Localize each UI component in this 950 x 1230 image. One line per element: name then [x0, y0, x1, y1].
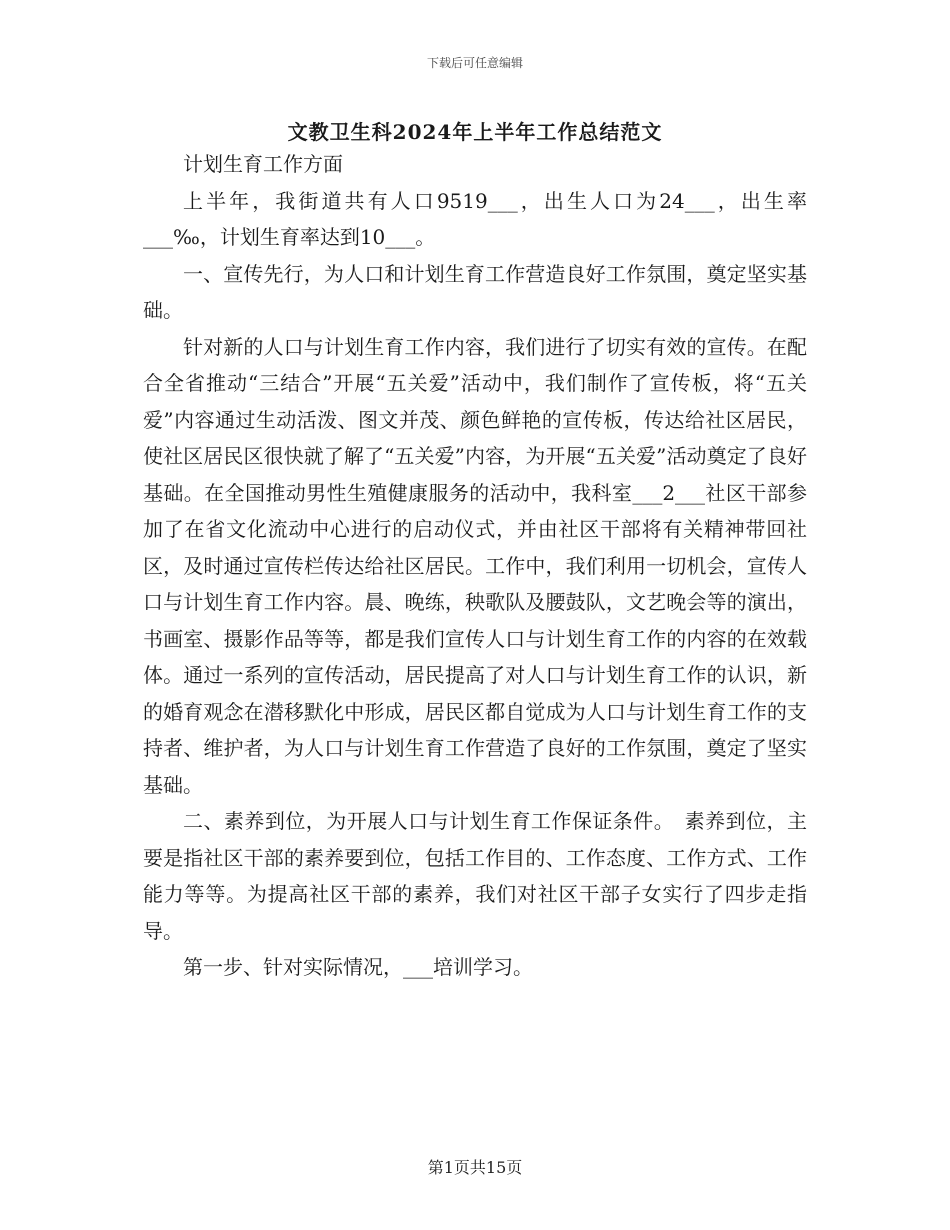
header-note: 下载后可任意编辑: [426, 56, 523, 70]
document-title: 文教卫生科2024年上半年工作总结范文: [287, 120, 663, 144]
document-body: [143, 146, 807, 986]
paragraph: 上半年，我街道共有人口9519___，出生人口为24___，出生率___‰，计划生育率达到10___。: [143, 188, 807, 249]
paragraph: 针对新的人口与计划生育工作内容，我们进行了切实有效的宣传。在配合全省推动“三结合”开展“五关爱”活动中，我们制作了宣传板，将“五关爱”内容通过生动活泼、图文并茂、颜色鲜艳的宣传板，传达给社区居民，使社区居民区很快就了解了“五关爱”内容，为开展“五关爱”活动奠定了良好基础。在全国推动男性生殖健康服务的活动中，我科室___2___社区干部参加了在省文化流动中心进行的启动仪式，并由社区干部将有关精神带回社区，及时通过宣传栏传达给社区居民。工作中，我们利用一切机会，宣传人口与计划生育工作内容。晨、晚练，秧歌队及腰鼓队，文艺晚会等的演出，书画室、摄影作品等等，都是我们宣传人口与计划生育工作的内容的在效载体。通过一系列的宣传活动，居民提高了对人口与计划生育工作的认识，新的婚育观念在潜移默化中形成，居民区都自觉成为人口与计划生育工作的支持者、维护者，为人口与计划生育工作营造了良好的工作氛围，奠定了坚实基础。: [143, 334, 807, 797]
page-number: 第1页共15页: [427, 1158, 523, 1177]
paragraph: 第一步、针对实际情况，___培训学习。: [183, 955, 533, 979]
paragraph: 计划生育工作方面: [183, 152, 343, 176]
paragraph: 二、素养到位，为开展人口与计划生育工作保证条件。 素养到位，主要是指社区干部的素养要到位，包括工作目的、工作态度、工作方式、工作能力等等。为提高社区干部的素养，我们对社区干部子女实行了四步走指导。: [143, 809, 807, 943]
paragraph: 一、宣传先行，为人口和计划生育工作营造良好工作氛围，奠定坚实基础。: [143, 261, 807, 322]
